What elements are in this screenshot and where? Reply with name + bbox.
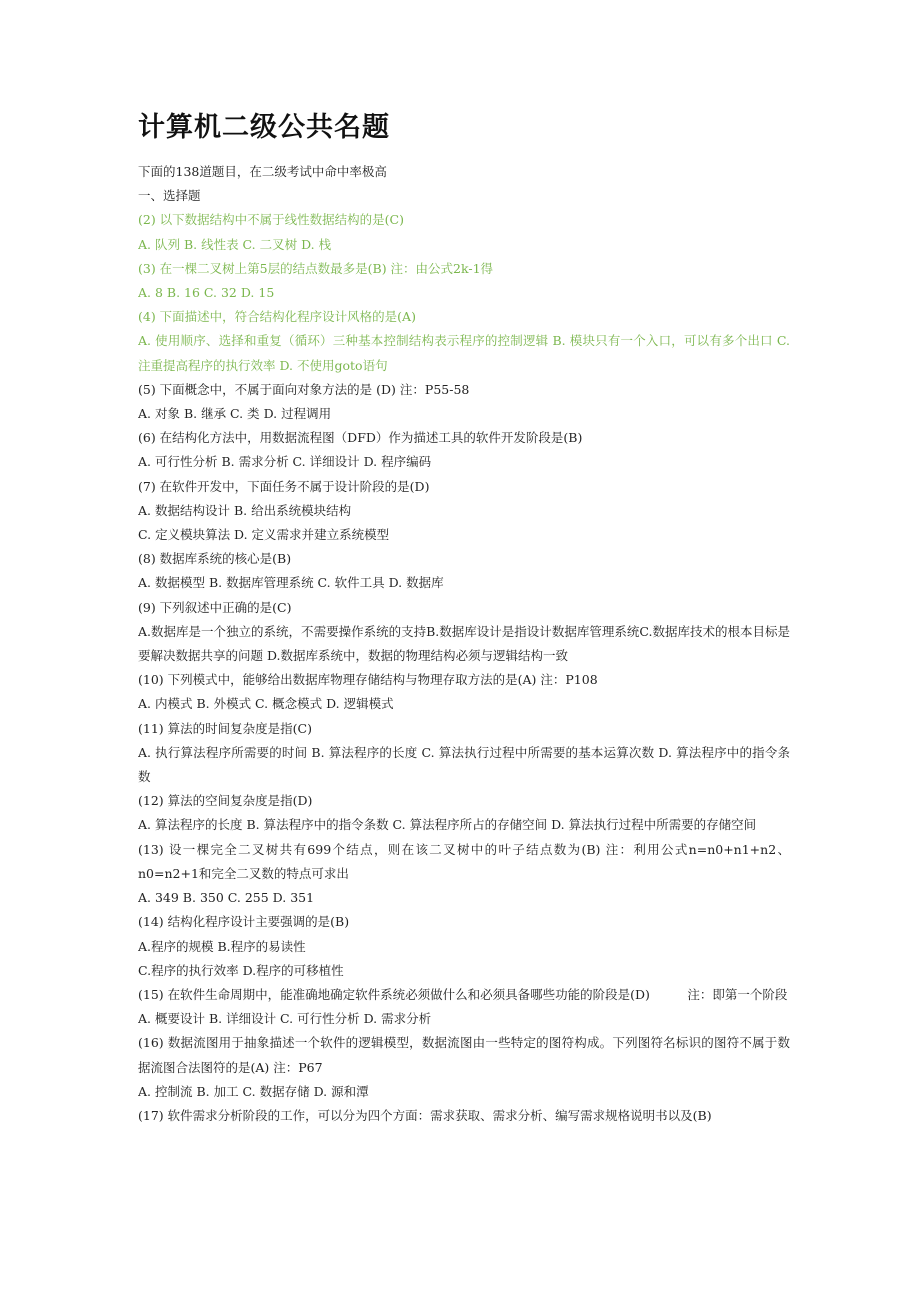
question-line: A. 可行性分析 B. 需求分析 C. 详细设计 D. 程序编码 bbox=[138, 454, 432, 470]
question-line: (10) 下列模式中，能够给出数据库物理存储结构与物理存取方法的是(A) 注：P108 bbox=[138, 672, 598, 688]
question-line: A.程序的规模 B.程序的易读性 bbox=[138, 938, 306, 954]
question-line: (5) 下面概念中，不属于面向对象方法的是 (D) 注：P55-58 bbox=[138, 381, 470, 397]
question-line: A. 数据模型 B. 数据库管理系统 C. 软件工具 D. 数据库 bbox=[138, 575, 444, 591]
question-line: A. 概要设计 B. 详细设计 C. 可行性分析 D. 需求分析 bbox=[138, 1011, 432, 1027]
question-line: (17) 软件需求分析阶段的工作，可以分为四个方面：需求获取、需求分析、编写需求规格说明书以及(B) bbox=[138, 1107, 712, 1123]
question-line: (9) 下列叙述中正确的是(C) bbox=[138, 599, 292, 615]
document-page bbox=[138, 110, 790, 1128]
intro-text: 下面的138道题目，在二级考试中命中率极高 bbox=[138, 164, 387, 179]
question-line: (7) 在软件开发中，下面任务不属于设计阶段的是(D) bbox=[138, 478, 430, 494]
document-title: 计算机二级公共名题 bbox=[138, 112, 390, 143]
question-line: (13) 设一棵完全二叉树共有699个结点，则在该二叉树中的叶子结点数为(B) 注：利用公式n=n0+n1+n2、n0=n2+1和完全二叉数的特点可求出 bbox=[138, 841, 790, 881]
question-line: (4) 下面描述中，符合结构化程序设计风格的是(A) bbox=[138, 309, 416, 325]
question-line: A. 控制流 B. 加工 C. 数据存储 D. 源和潭 bbox=[138, 1083, 369, 1099]
question-line: (15) 在软件生命周期中，能准确地确定软件系统必须做什么和必须具备哪些功能的阶段是(D) 注：即第一个阶段 bbox=[138, 986, 788, 1002]
question-line: A. 数据结构设计 B. 给出系统模块结构 bbox=[138, 502, 352, 518]
question-line: A. 队列 B. 线性表 C. 二叉树 D. 栈 bbox=[138, 236, 332, 252]
question-line: (6) 在结构化方法中，用数据流程图（DFD）作为描述工具的软件开发阶段是(B) bbox=[138, 430, 583, 446]
question-line: A. 内模式 B. 外模式 C. 概念模式 D. 逻辑模式 bbox=[138, 696, 394, 712]
question-line: A. 执行算法程序所需要的时间 B. 算法程序的长度 C. 算法执行过程中所需要的基本运算次数 D. 算法程序中的指令条数 bbox=[138, 744, 790, 785]
question-line: A. 算法程序的长度 B. 算法程序中的指令条数 C. 算法程序所占的存储空间 D. 算法执行过程中所需要的存储空间 bbox=[138, 817, 757, 833]
question-line: (3) 在一棵二叉树上第5层的结点数最多是(B) 注：由公式2k-1得 bbox=[138, 260, 494, 276]
question-line: (16) 数据流图用于抽象描述一个软件的逻辑模型，数据流图由一些特定的图符构成。下列图符名标识的图符不属于数据流图合法图符的是(A) 注：P67 bbox=[138, 1035, 790, 1075]
question-line: A. 对象 B. 继承 C. 类 D. 过程调用 bbox=[138, 406, 332, 422]
question-list bbox=[138, 208, 790, 1128]
question-line: (11) 算法的时间复杂度是指(C) bbox=[138, 720, 312, 736]
question-line: A. 使用顺序、选择和重复（循环）三种基本控制结构表示程序的控制逻辑 B. 模块只有一个入口，可以有多个出口 C. 注重提高程序的执行效率 D. 不使用goto语句 bbox=[138, 333, 790, 373]
question-line: C. 定义模块算法 D. 定义需求并建立系统模型 bbox=[138, 527, 390, 543]
question-line: A. 349 B. 350 C. 255 D. 351 bbox=[138, 890, 315, 906]
question-line: (14) 结构化程序设计主要强调的是(B) bbox=[138, 914, 350, 930]
question-line: (12) 算法的空间复杂度是指(D) bbox=[138, 793, 313, 809]
question-line: (2) 以下数据结构中不属于线性数据结构的是(C) bbox=[138, 212, 404, 228]
question-line: A. 8 B. 16 C. 32 D. 15 bbox=[138, 285, 275, 301]
section-heading: 一、选择题 bbox=[138, 188, 201, 204]
question-line: C.程序的执行效率 D.程序的可移植性 bbox=[138, 962, 344, 978]
question-line: A.数据库是一个独立的系统，不需要操作系统的支持B.数据库设计是指设计数据库管理系统C.数据库技术的根本目标是要解决数据共享的问题 D.数据库系统中，数据的物理结构必须与逻辑结构一致 bbox=[138, 623, 790, 664]
question-line: (8) 数据库系统的核心是(B) bbox=[138, 551, 292, 567]
